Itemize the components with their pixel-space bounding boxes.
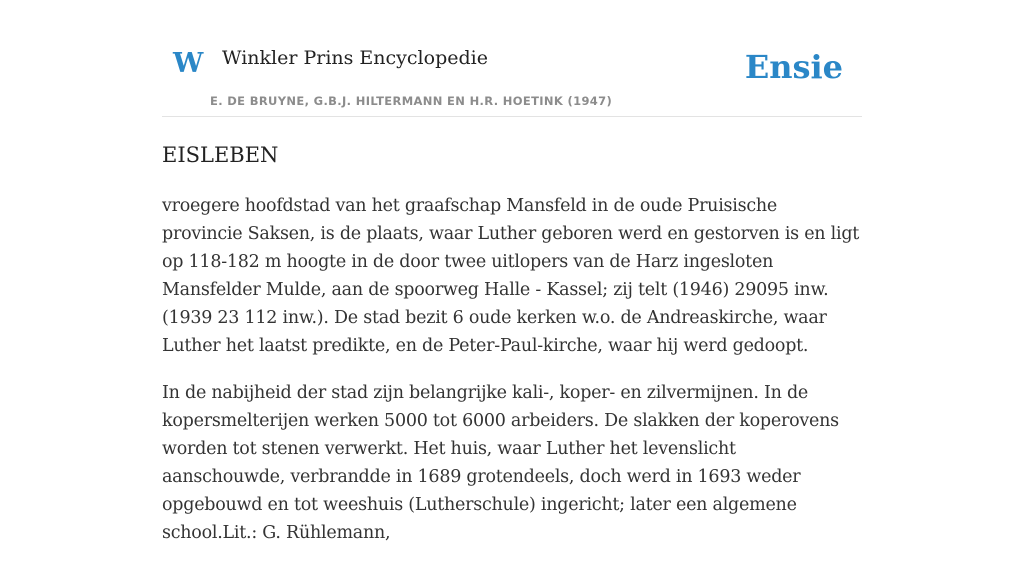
body-paragraph: vroegere hoofdstad van het graafschap Mansfeld in de oude Pruisische provincie Saksen, is de plaats, waar Luther geboren werd en gestorven is en ligt op 118-182 m hoogte in de door twee uitlopers van de Harz ingesloten Mansfelder Mulde, aan de spoorweg Halle - Kassel; zij telt (1946) 29095 inw. (1939 23 112 inw.). De stad bezit 6 oude kerken w.o. de Andreaskirche, waar Luther het laatst predikte, en de Peter-Paul-kirche, waar hij werd gedoopt. xyxy=(162,196,860,356)
entry-title: EISLEBEN xyxy=(162,143,279,167)
source-title[interactable]: Winkler Prins Encyclopedie xyxy=(222,47,488,69)
entry-body xyxy=(162,192,862,547)
brand-logo[interactable]: Ensie xyxy=(744,48,843,86)
source-logo[interactable]: W xyxy=(173,48,204,79)
body-paragraph: In de nabijheid der stad zijn belangrijke kali-, koper- en zilvermijnen. In de kopersmelterijen werken 5000 tot 6000 arbeiders. De slakken der koperovens worden tot stenen verwerkt. Het huis, waar Luther het levenslicht aanschouwde, verbrandde in 1689 grotendeels, doch werd in 1693 weder opgebouwd en tot weeshuis (Lutherschule) ingericht; later een algemene school.Lit.: G. Rühlemann, xyxy=(162,383,839,543)
source-authors: E. DE BRUYNE, G.B.J. HILTERMANN EN H.R. HOETINK (1947) xyxy=(210,94,613,108)
article xyxy=(162,138,862,566)
source-header xyxy=(162,0,862,117)
